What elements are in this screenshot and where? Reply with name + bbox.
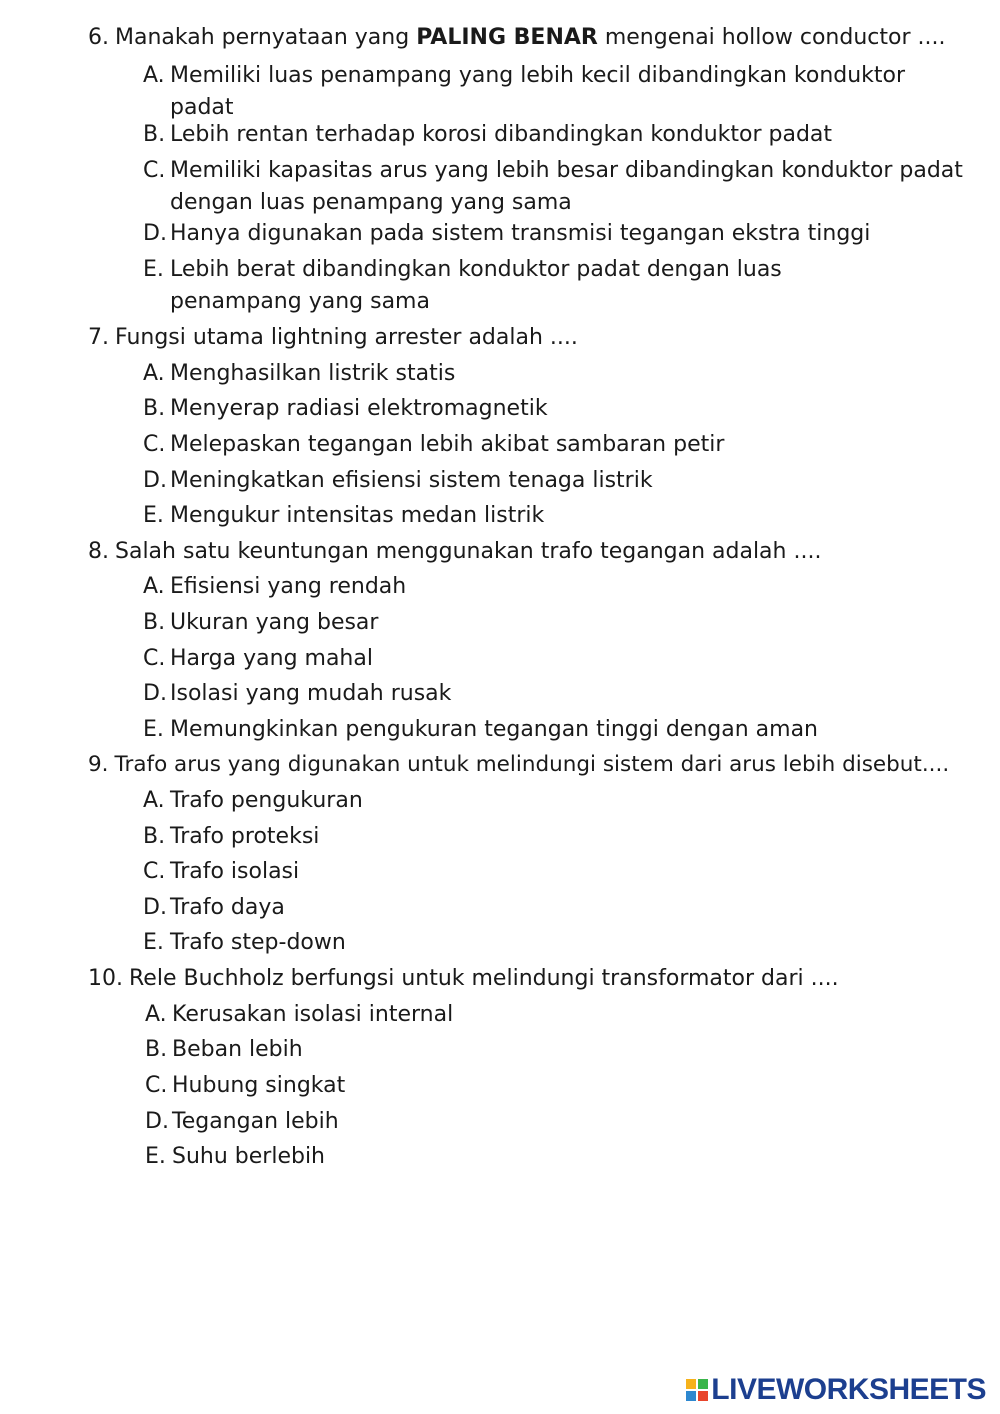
option-text: Kerusakan isolasi internal — [172, 1002, 454, 1027]
option-text: Ukuran yang besar — [170, 610, 379, 635]
option-6a[interactable] — [143, 60, 983, 124]
option-letter: C. — [143, 158, 166, 183]
question-text: Fungsi utama lightning arrester adalah .... — [115, 325, 578, 350]
option-letter: D. — [145, 1109, 169, 1134]
option-7d[interactable] — [143, 465, 983, 497]
option-text: Memiliki kapasitas arus yang lebih besar dibandingkan konduktor padat dengan luas penampang yang sama — [170, 158, 963, 215]
option-text: Hubung singkat — [172, 1073, 346, 1098]
option-8d[interactable] — [143, 678, 983, 710]
option-letter: D. — [143, 221, 167, 246]
option-letter: D. — [143, 895, 167, 920]
option-letter: B. — [143, 824, 166, 849]
option-7b[interactable] — [143, 393, 983, 425]
option-letter: A. — [143, 788, 165, 813]
question-text: Trafo arus yang digunakan untuk melindungi sistem dari arus lebih disebut.... — [114, 752, 950, 777]
option-letter: A. — [143, 574, 165, 599]
logo-text: LIVEWORKSHEETS — [711, 1373, 986, 1406]
option-9e[interactable] — [143, 927, 983, 959]
logo-square-icon — [698, 1391, 708, 1401]
option-8b[interactable] — [143, 607, 983, 639]
option-letter: B. — [143, 396, 166, 421]
logo-square-icon — [698, 1379, 708, 1389]
option-letter: E. — [143, 930, 164, 955]
option-6e[interactable] — [143, 254, 983, 318]
option-8c[interactable] — [143, 643, 983, 675]
question-number: 7. — [88, 325, 109, 350]
option-text: Trafo isolasi — [170, 859, 300, 884]
option-text: Menyerap radiasi elektromagnetik — [170, 396, 548, 421]
liveworksheets-logo[interactable] — [686, 1374, 986, 1406]
question-10 — [88, 963, 839, 995]
option-letter: E. — [143, 257, 164, 282]
question-number: 9. — [88, 752, 109, 777]
option-8a[interactable] — [143, 571, 983, 603]
option-10a[interactable] — [145, 999, 985, 1031]
question-text: Rele Buchholz berfungsi untuk melindungi transformator dari .... — [129, 966, 839, 991]
question-text-end: mengenai hollow conductor .... — [597, 25, 946, 50]
question-8 — [88, 536, 821, 568]
option-10c[interactable] — [145, 1070, 985, 1102]
question-number: 6. — [88, 25, 109, 50]
question-6 — [88, 22, 945, 54]
option-letter: E. — [145, 1144, 166, 1169]
option-text: Lebih berat dibandingkan konduktor padat dengan luas penampang yang sama — [170, 257, 782, 314]
option-text: Isolasi yang mudah rusak — [170, 681, 452, 706]
option-text: Trafo proteksi — [170, 824, 320, 849]
option-text: Beban lebih — [172, 1037, 303, 1062]
option-text: Mengukur intensitas medan listrik — [170, 503, 545, 528]
option-text: Tegangan lebih — [172, 1109, 339, 1134]
option-letter: E. — [143, 503, 164, 528]
option-8e[interactable] — [143, 714, 983, 746]
option-text: Efisiensi yang rendah — [170, 574, 407, 599]
option-text: Lebih rentan terhadap korosi dibandingkan konduktor padat — [170, 122, 833, 147]
option-letter: E. — [143, 717, 164, 742]
option-9d[interactable] — [143, 892, 983, 924]
option-letter: D. — [143, 681, 167, 706]
option-10b[interactable] — [145, 1034, 985, 1066]
option-letter: C. — [145, 1073, 168, 1098]
option-text: Trafo step-down — [170, 930, 346, 955]
question-number: 10. — [88, 966, 123, 991]
option-letter: C. — [143, 646, 166, 671]
option-letter: B. — [145, 1037, 168, 1062]
option-text: Melepaskan tegangan lebih akibat sambaran petir — [170, 432, 725, 457]
option-text: Memiliki luas penampang yang lebih kecil dibandingkan konduktor padat — [170, 63, 906, 120]
question-9 — [88, 749, 949, 781]
option-text: Memungkinkan pengukuran tegangan tinggi dengan aman — [170, 717, 819, 742]
option-letter: B. — [143, 610, 166, 635]
option-letter: B. — [143, 122, 166, 147]
question-text: Salah satu keuntungan menggunakan trafo tegangan adalah .... — [115, 539, 822, 564]
question-emphasis: PALING BENAR — [416, 25, 598, 50]
option-letter: D. — [143, 468, 167, 493]
option-text: Suhu berlebih — [172, 1144, 326, 1169]
question-number: 8. — [88, 539, 109, 564]
option-10d[interactable] — [145, 1106, 985, 1138]
option-letter: A. — [143, 63, 165, 88]
option-letter: C. — [143, 432, 166, 457]
logo-square-icon — [686, 1379, 696, 1389]
option-7c[interactable] — [143, 429, 983, 461]
option-text: Trafo daya — [170, 895, 285, 920]
option-6b[interactable] — [143, 119, 983, 151]
option-6d[interactable] — [143, 218, 983, 250]
option-9a[interactable] — [143, 785, 983, 817]
option-text: Harga yang mahal — [170, 646, 373, 671]
option-9b[interactable] — [143, 821, 983, 853]
option-text: Trafo pengukuran — [170, 788, 363, 813]
option-text: Menghasilkan listrik statis — [170, 361, 456, 386]
option-text: Meningkatkan efisiensi sistem tenaga listrik — [170, 468, 653, 493]
option-6c[interactable] — [143, 155, 983, 219]
liveworksheets-logo-icon — [686, 1379, 708, 1401]
question-text: Manakah pernyataan yang — [115, 25, 417, 50]
logo-square-icon — [686, 1391, 696, 1401]
option-text: Hanya digunakan pada sistem transmisi tegangan ekstra tinggi — [170, 221, 871, 246]
option-10e[interactable] — [145, 1141, 985, 1173]
option-letter: A. — [145, 1002, 167, 1027]
question-7 — [88, 322, 578, 354]
option-9c[interactable] — [143, 856, 983, 888]
option-letter: A. — [143, 361, 165, 386]
option-7e[interactable] — [143, 500, 983, 532]
option-letter: C. — [143, 859, 166, 884]
option-7a[interactable] — [143, 358, 983, 390]
